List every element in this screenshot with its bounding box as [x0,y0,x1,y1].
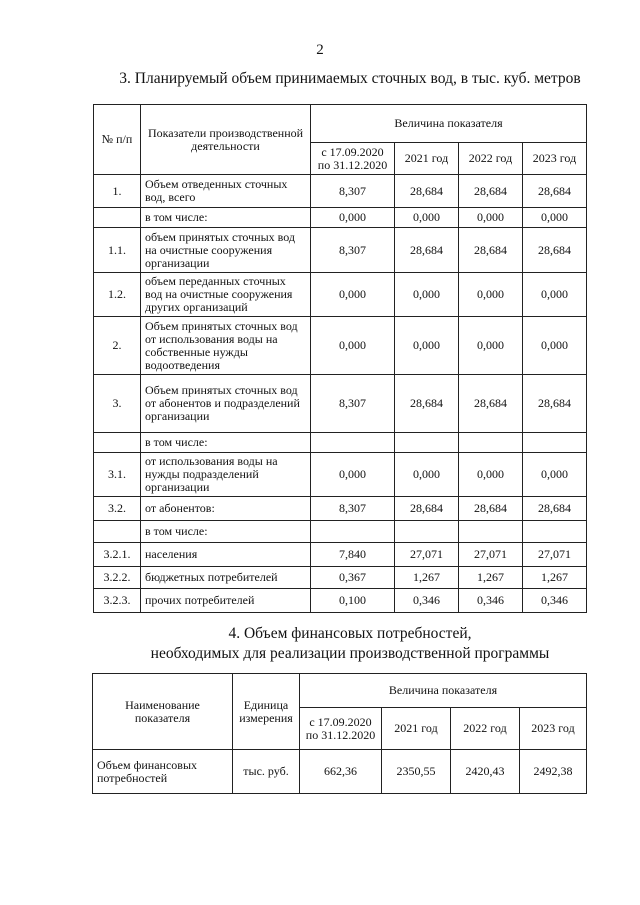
row-value-2022: 27,071 [459,543,523,567]
row-name: населения [141,543,311,567]
section3-title: 3. Планируемый объем принимаемых сточных вод, в тыс. куб. метров [119,70,581,87]
table-row [93,750,587,794]
header-value: Величина показателя [311,105,587,143]
row-value-2022: 0,346 [459,589,523,613]
row-value-period1: 0,000 [311,273,395,317]
row-value-period1: 662,36 [300,750,382,794]
row-value-2022: 0,000 [459,317,523,375]
row-name: бюджетных потребителей [141,567,311,589]
row-value-2021: 0,000 [395,273,459,317]
row-value-period1: 8,307 [311,175,395,208]
row-name: от использования воды на нужды подразделений организации [141,453,311,497]
row-value-2023: 0,000 [523,453,587,497]
row-unit: тыс. руб. [233,750,300,794]
header-unit: Единица измерения [233,674,300,750]
row-value-2021 [395,521,459,543]
row-value-2023: 0,346 [523,589,587,613]
row-name: объем принятых сточных вод на очистные сооружения организации [141,228,311,273]
row-value-2023: 27,071 [523,543,587,567]
row-value-2023: 2492,38 [520,750,587,794]
row-value-2023: 28,684 [523,375,587,433]
header-2023: 2023 год [523,143,587,175]
row-value-2022: 28,684 [459,175,523,208]
row-value-2021: 27,071 [395,543,459,567]
row-value-period1: 7,840 [311,543,395,567]
row-value-2021: 2350,55 [382,750,451,794]
page-number: 2 [316,42,324,58]
row-name: в том числе: [141,521,311,543]
table-row [94,521,587,543]
header-2023: 2023 год [520,708,587,750]
row-num [94,433,141,453]
row-value-2023: 28,684 [523,175,587,208]
row-value-2023: 1,267 [523,567,587,589]
row-name: Объем принятых сточных вод от абонентов и подразделений организации [141,375,311,433]
row-value-2021: 28,684 [395,175,459,208]
row-value-2021: 0,000 [395,208,459,228]
row-value-2023 [523,521,587,543]
table-row [94,375,587,433]
header-2022: 2022 год [451,708,520,750]
row-num: 3.2.3. [94,589,141,613]
row-name: Объем принятых сточных вод от использования воды на собственные нужды водоотведения [141,317,311,375]
row-value-2022: 28,684 [459,375,523,433]
row-value-2021: 28,684 [395,228,459,273]
row-name: Объем отведенных сточных вод, всего [141,175,311,208]
table-row [94,543,587,567]
section4-title-line2: необходимых для реализации производственной программы [150,645,550,662]
row-value-2023: 0,000 [523,273,587,317]
row-value-2022: 0,000 [459,273,523,317]
row-num: 3.1. [94,453,141,497]
row-name: объем переданных сточных вод на очистные сооружения других организаций [141,273,311,317]
table-row [94,208,587,228]
table-row [94,273,587,317]
header-2022: 2022 год [459,143,523,175]
row-value-period1: 8,307 [311,228,395,273]
header-value: Величина показателя [300,674,587,708]
row-value-2021: 0,000 [395,317,459,375]
row-value-period1: 0,000 [311,453,395,497]
header-period1: с 17.09.2020 по 31.12.2020 [311,143,395,175]
row-value-2022: 1,267 [459,567,523,589]
row-value-period1: 8,307 [311,375,395,433]
row-value-2022: 28,684 [459,228,523,273]
header-2021: 2021 год [395,143,459,175]
table-row [94,433,587,453]
section4-title [70,624,630,664]
table-row [94,317,587,375]
row-value-2022: 2420,43 [451,750,520,794]
header-2021: 2021 год [382,708,451,750]
row-value-2023: 28,684 [523,497,587,521]
table-row [94,497,587,521]
financial-needs-table [92,673,587,794]
row-value-2023: 0,000 [523,317,587,375]
row-value-2022 [459,433,523,453]
row-value-2022 [459,521,523,543]
table-row [94,453,587,497]
row-value-2023: 0,000 [523,208,587,228]
row-num: 3. [94,375,141,433]
row-num [94,521,141,543]
row-value-2021: 28,684 [395,497,459,521]
row-value-2022: 28,684 [459,497,523,521]
row-value-period1: 0,367 [311,567,395,589]
row-value-2023: 28,684 [523,228,587,273]
header-name: Наименование показателя [93,674,233,750]
row-value-2023 [523,433,587,453]
row-value-2021: 28,684 [395,375,459,433]
table-row [94,589,587,613]
row-value-2021: 0,000 [395,453,459,497]
row-num: 3.2. [94,497,141,521]
table-row [94,228,587,273]
header-period1: с 17.09.2020 по 31.12.2020 [300,708,382,750]
row-name: в том числе: [141,433,311,453]
table-row [94,567,587,589]
row-value-period1 [311,521,395,543]
row-num: 1.1. [94,228,141,273]
section4-title-line1: 4. Объем финансовых потребностей, [228,625,472,642]
row-num [94,208,141,228]
row-value-2021 [395,433,459,453]
row-value-2021: 1,267 [395,567,459,589]
row-value-2021: 0,346 [395,589,459,613]
row-value-2022: 0,000 [459,208,523,228]
row-value-2022: 0,000 [459,453,523,497]
header-num: № п/п [94,105,141,175]
row-num: 1. [94,175,141,208]
row-name: в том числе: [141,208,311,228]
row-value-period1: 0,000 [311,317,395,375]
row-num: 3.2.2. [94,567,141,589]
row-value-period1: 8,307 [311,497,395,521]
row-name: Объем финансовых потребностей [93,750,233,794]
sewage-volume-table [93,104,587,613]
row-value-period1: 0,000 [311,208,395,228]
table-row [94,175,587,208]
row-num: 3.2.1. [94,543,141,567]
row-num: 2. [94,317,141,375]
row-name: прочих потребителей [141,589,311,613]
row-value-period1 [311,433,395,453]
header-indicators: Показатели производственной деятельности [141,105,311,175]
row-name: от абонентов: [141,497,311,521]
row-num: 1.2. [94,273,141,317]
row-value-period1: 0,100 [311,589,395,613]
